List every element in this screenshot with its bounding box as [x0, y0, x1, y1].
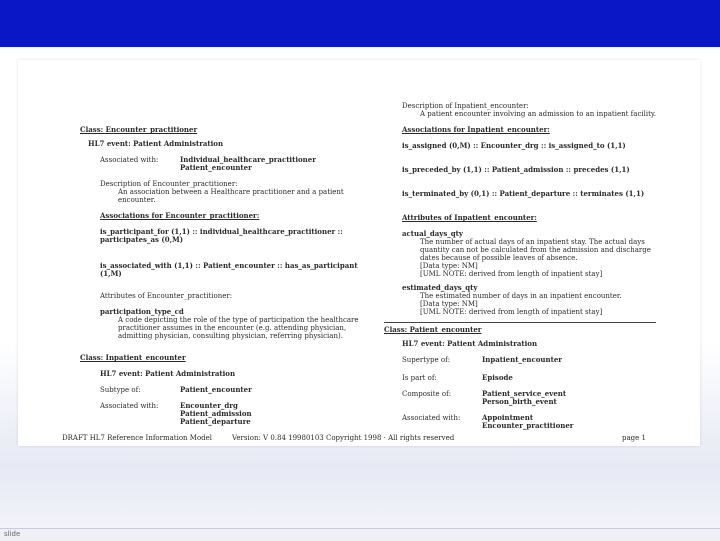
hl7-event: HL7 event: Patient Administration	[402, 339, 538, 348]
association-line: is_participant_for (1,1) :: individual_healthcare_practitioner ::	[100, 227, 343, 236]
subtype-label: Subtype of:	[100, 386, 141, 394]
attribute-description: [Data type: NM]	[420, 262, 478, 270]
supertype-value: Inpatient_encounter	[482, 355, 562, 364]
attribute-name: estimated_days_qty	[402, 283, 478, 292]
hl7-event: HL7 event: Patient Administration	[100, 369, 236, 378]
attribute-description: [UML NOTE: derived from length of inpatient stay]	[420, 270, 603, 278]
attribute-description: A code depicting the role of the type of participation the healthcare	[118, 316, 359, 324]
supertype-label: Supertype of:	[402, 356, 451, 364]
assoc-value: Appointment	[482, 413, 534, 422]
part-of-value: Episode	[482, 373, 513, 382]
assoc-value: Encounter_drg	[180, 401, 238, 410]
attribute-description: admitting physician, consulting physician, referring physician).	[118, 332, 343, 340]
attribute-description: practitioner assumes in the encounter (e.g. attending physician,	[118, 324, 347, 332]
section-divider	[384, 322, 656, 323]
assoc-label: Associated with:	[100, 156, 159, 164]
composite-value: Patient_service_event	[482, 389, 567, 398]
association-line: is_associated_with (1,1) :: Patient_encounter :: has_as_participant	[100, 261, 358, 270]
footer-page-number: page 1	[622, 434, 646, 442]
associations-heading: Associations for Inpatient_encounter:	[402, 125, 550, 134]
association-line: is_terminated_by (0,1) :: Patient_departure :: terminates (1,1)	[402, 189, 645, 198]
description-text: encounter.	[118, 196, 156, 204]
description-title: Description of Inpatient_encounter:	[402, 102, 529, 110]
assoc-value: Patient_departure	[180, 417, 251, 426]
hl7-event: HL7 event: Patient Administration	[88, 139, 224, 148]
class-heading-encounter-practitioner: Class: Encounter_practitioner	[80, 125, 198, 134]
status-text: slide	[4, 530, 21, 538]
description-title: Description of Encounter_practitioner:	[100, 180, 238, 188]
assoc-value: Individual_healthcare_practitioner	[180, 155, 316, 164]
footer-middle: Version: V 0.84 19980103 Copyright 1998 · All rights reserved	[232, 434, 455, 442]
status-bar	[0, 528, 720, 541]
part-of-label: Is part of:	[402, 374, 437, 382]
composite-value: Person_birth_event	[482, 397, 557, 406]
class-heading-patient-encounter: Class: Patient_encounter	[384, 325, 482, 334]
title-bar	[0, 0, 720, 47]
association-line: (1,M)	[100, 269, 122, 278]
subtype-value: Patient_encounter	[180, 385, 252, 394]
description-text: A patient encounter involving an admission to an inpatient facility.	[420, 110, 657, 118]
attribute-description: The number of actual days of an inpatient stay. The actual days	[420, 238, 645, 246]
attribute-description: [Data type: NM]	[420, 300, 478, 308]
attributes-heading: Attributes of Encounter_practitioner:	[100, 292, 233, 300]
description-text: An association between a Healthcare practitioner and a patient	[118, 188, 344, 196]
association-line: participates_as (0,M)	[100, 235, 184, 244]
association-line: is_assigned (0,M) :: Encounter_drg :: is_assigned_to (1,1)	[402, 141, 626, 150]
class-heading-inpatient-encounter: Class: Inpatient_encounter	[80, 353, 186, 362]
assoc-value: Patient_encounter	[180, 163, 252, 172]
attribute-name: participation_type_cd	[100, 307, 184, 316]
assoc-value: Encounter_practitioner	[482, 421, 574, 430]
assoc-value: Patient_admission	[180, 409, 252, 418]
attributes-heading: Attributes of Inpatient_encounter:	[402, 213, 537, 222]
attribute-description: dates because of possible leaves of absence.	[420, 254, 578, 262]
footer-left: DRAFT HL7 Reference Information Model	[62, 434, 213, 442]
association-line: is_preceded_by (1,1) :: Patient_admission :: precedes (1,1)	[402, 165, 630, 174]
attribute-description: quantity can not be calculated from the admission and discharge	[420, 246, 651, 254]
assoc-label: Associated with:	[100, 402, 159, 410]
attribute-name: actual_days_qty	[402, 229, 463, 238]
attribute-description: The estimated number of days in an inpatient encounter.	[420, 292, 622, 300]
associations-heading: Associations for Encounter_practitioner:	[100, 211, 260, 220]
composite-label: Composite of:	[402, 390, 452, 398]
assoc-label: Associated with:	[402, 414, 461, 422]
document-page	[18, 60, 700, 446]
attribute-description: [UML NOTE: derived from length of inpatient stay]	[420, 308, 603, 316]
